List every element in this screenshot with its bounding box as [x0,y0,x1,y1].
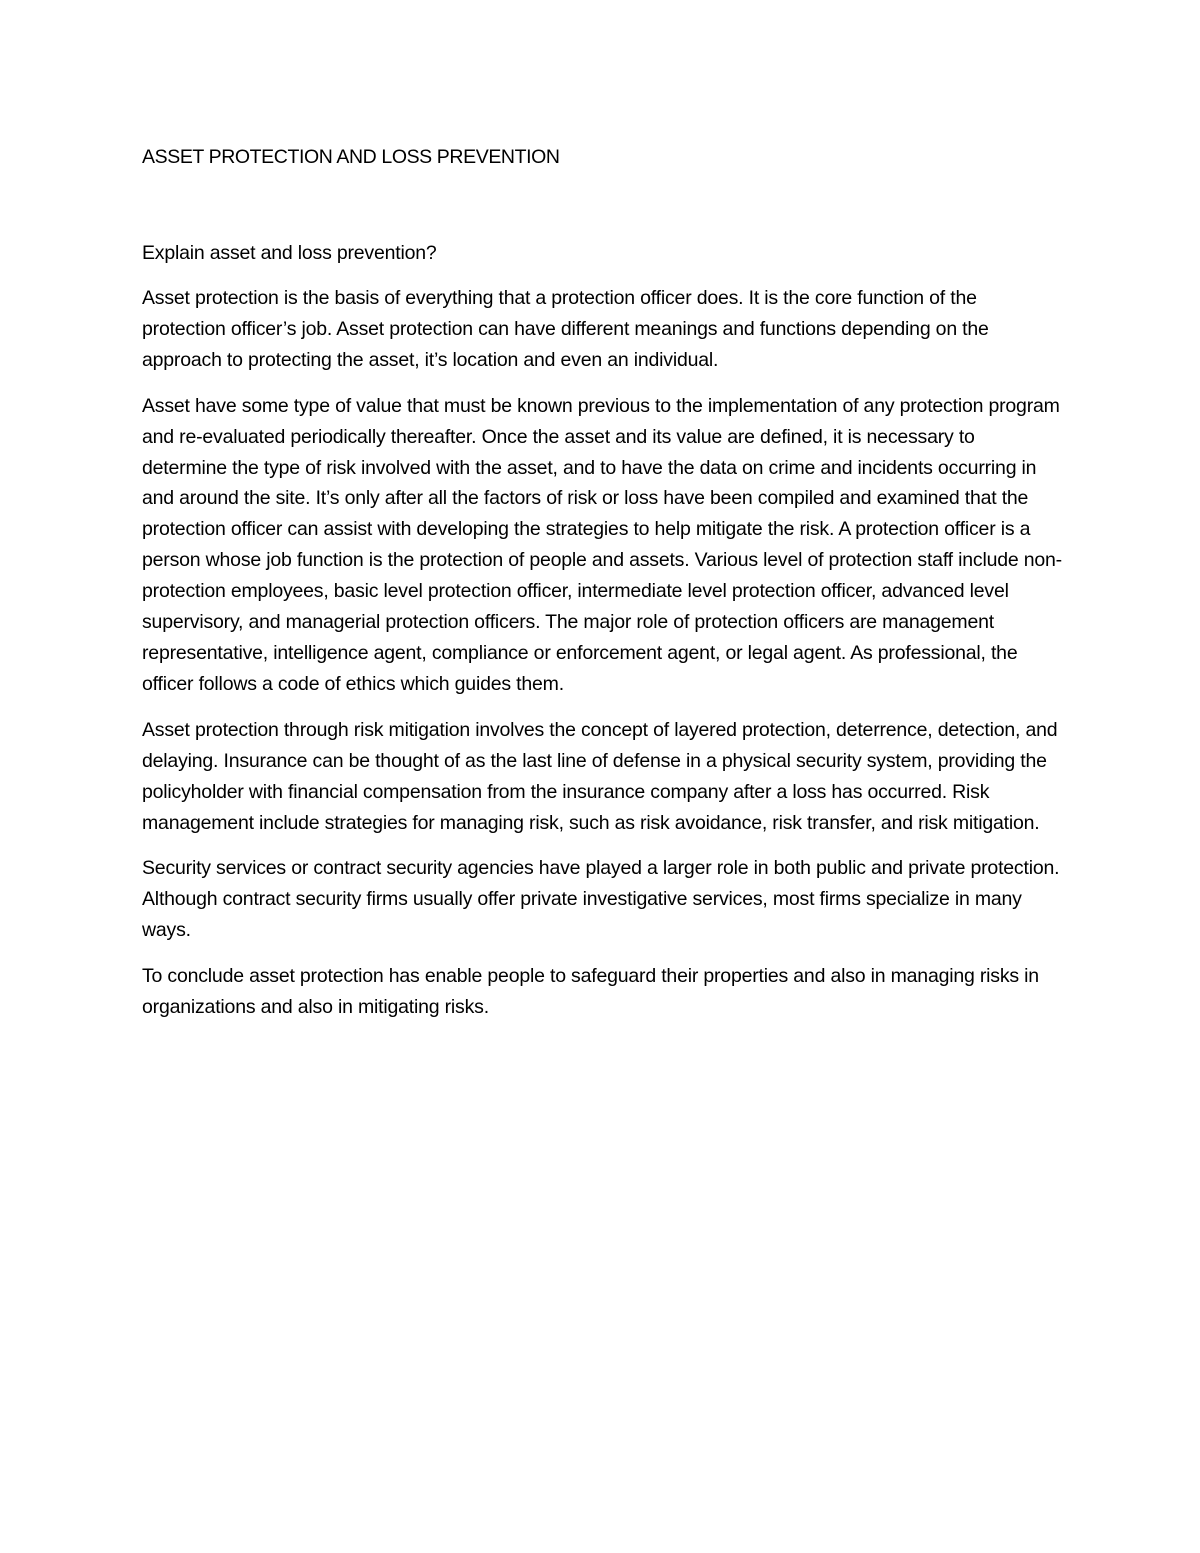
paragraph-asset-value-and-officers: Asset have some type of value that must be known previous to the implementation of any protection program and re-evaluated periodically thereafter. Once the asset and its value are defined, it is necessary to determine the type of risk involved with the asset, and to have the data on crime and incidents occurring in and around the site. It’s only after all the factors of risk or loss have been compiled and examined that the protection officer can assist with developing the strategies to help mitigate the risk. A protection officer is a person whose job function is the protection of people and assets. Various level of protection staff include non-protection employees, basic level protection officer, intermediate level protection officer, advanced level supervisory, and managerial protection officers. The major role of protection officers are management representative, intelligence agent, compliance or enforcement agent, or legal agent. As professional, the officer follows a code of ethics which guides them. [142,394,1062,695]
document-body [142,144,1062,1023]
question-heading: Explain asset and loss prevention? [142,242,437,264]
paragraph-risk-mitigation: Asset protection through risk mitigation involves the concept of layered protection, deterrence, detection, and delaying. Insurance can be thought of as the last line of defense in a physical security system, providing the policyholder with financial compensation from the insurance company after a loss has occurred. Risk management include strategies for managing risk, such as risk avoidance, risk transfer, and risk mitigation. [142,718,1058,834]
document-title: ASSET PROTECTION AND LOSS PREVENTION [142,146,560,168]
paragraph-conclusion: To conclude asset protection has enable people to safeguard their properties and also in managing risks in organizations and also in mitigating risks. [142,965,1039,1019]
paragraph-security-services: Security services or contract security agencies have played a larger role in both public and private protection. Although contract security firms usually offer private investigative services, most firms specialize in many ways. [142,857,1060,942]
paragraph-asset-protection-basis: Asset protection is the basis of everything that a protection officer does. It is the core function of the protection officer’s job. Asset protection can have different meanings and functions depending on the approach to protecting the asset, it’s location and even an individual. [142,287,989,371]
